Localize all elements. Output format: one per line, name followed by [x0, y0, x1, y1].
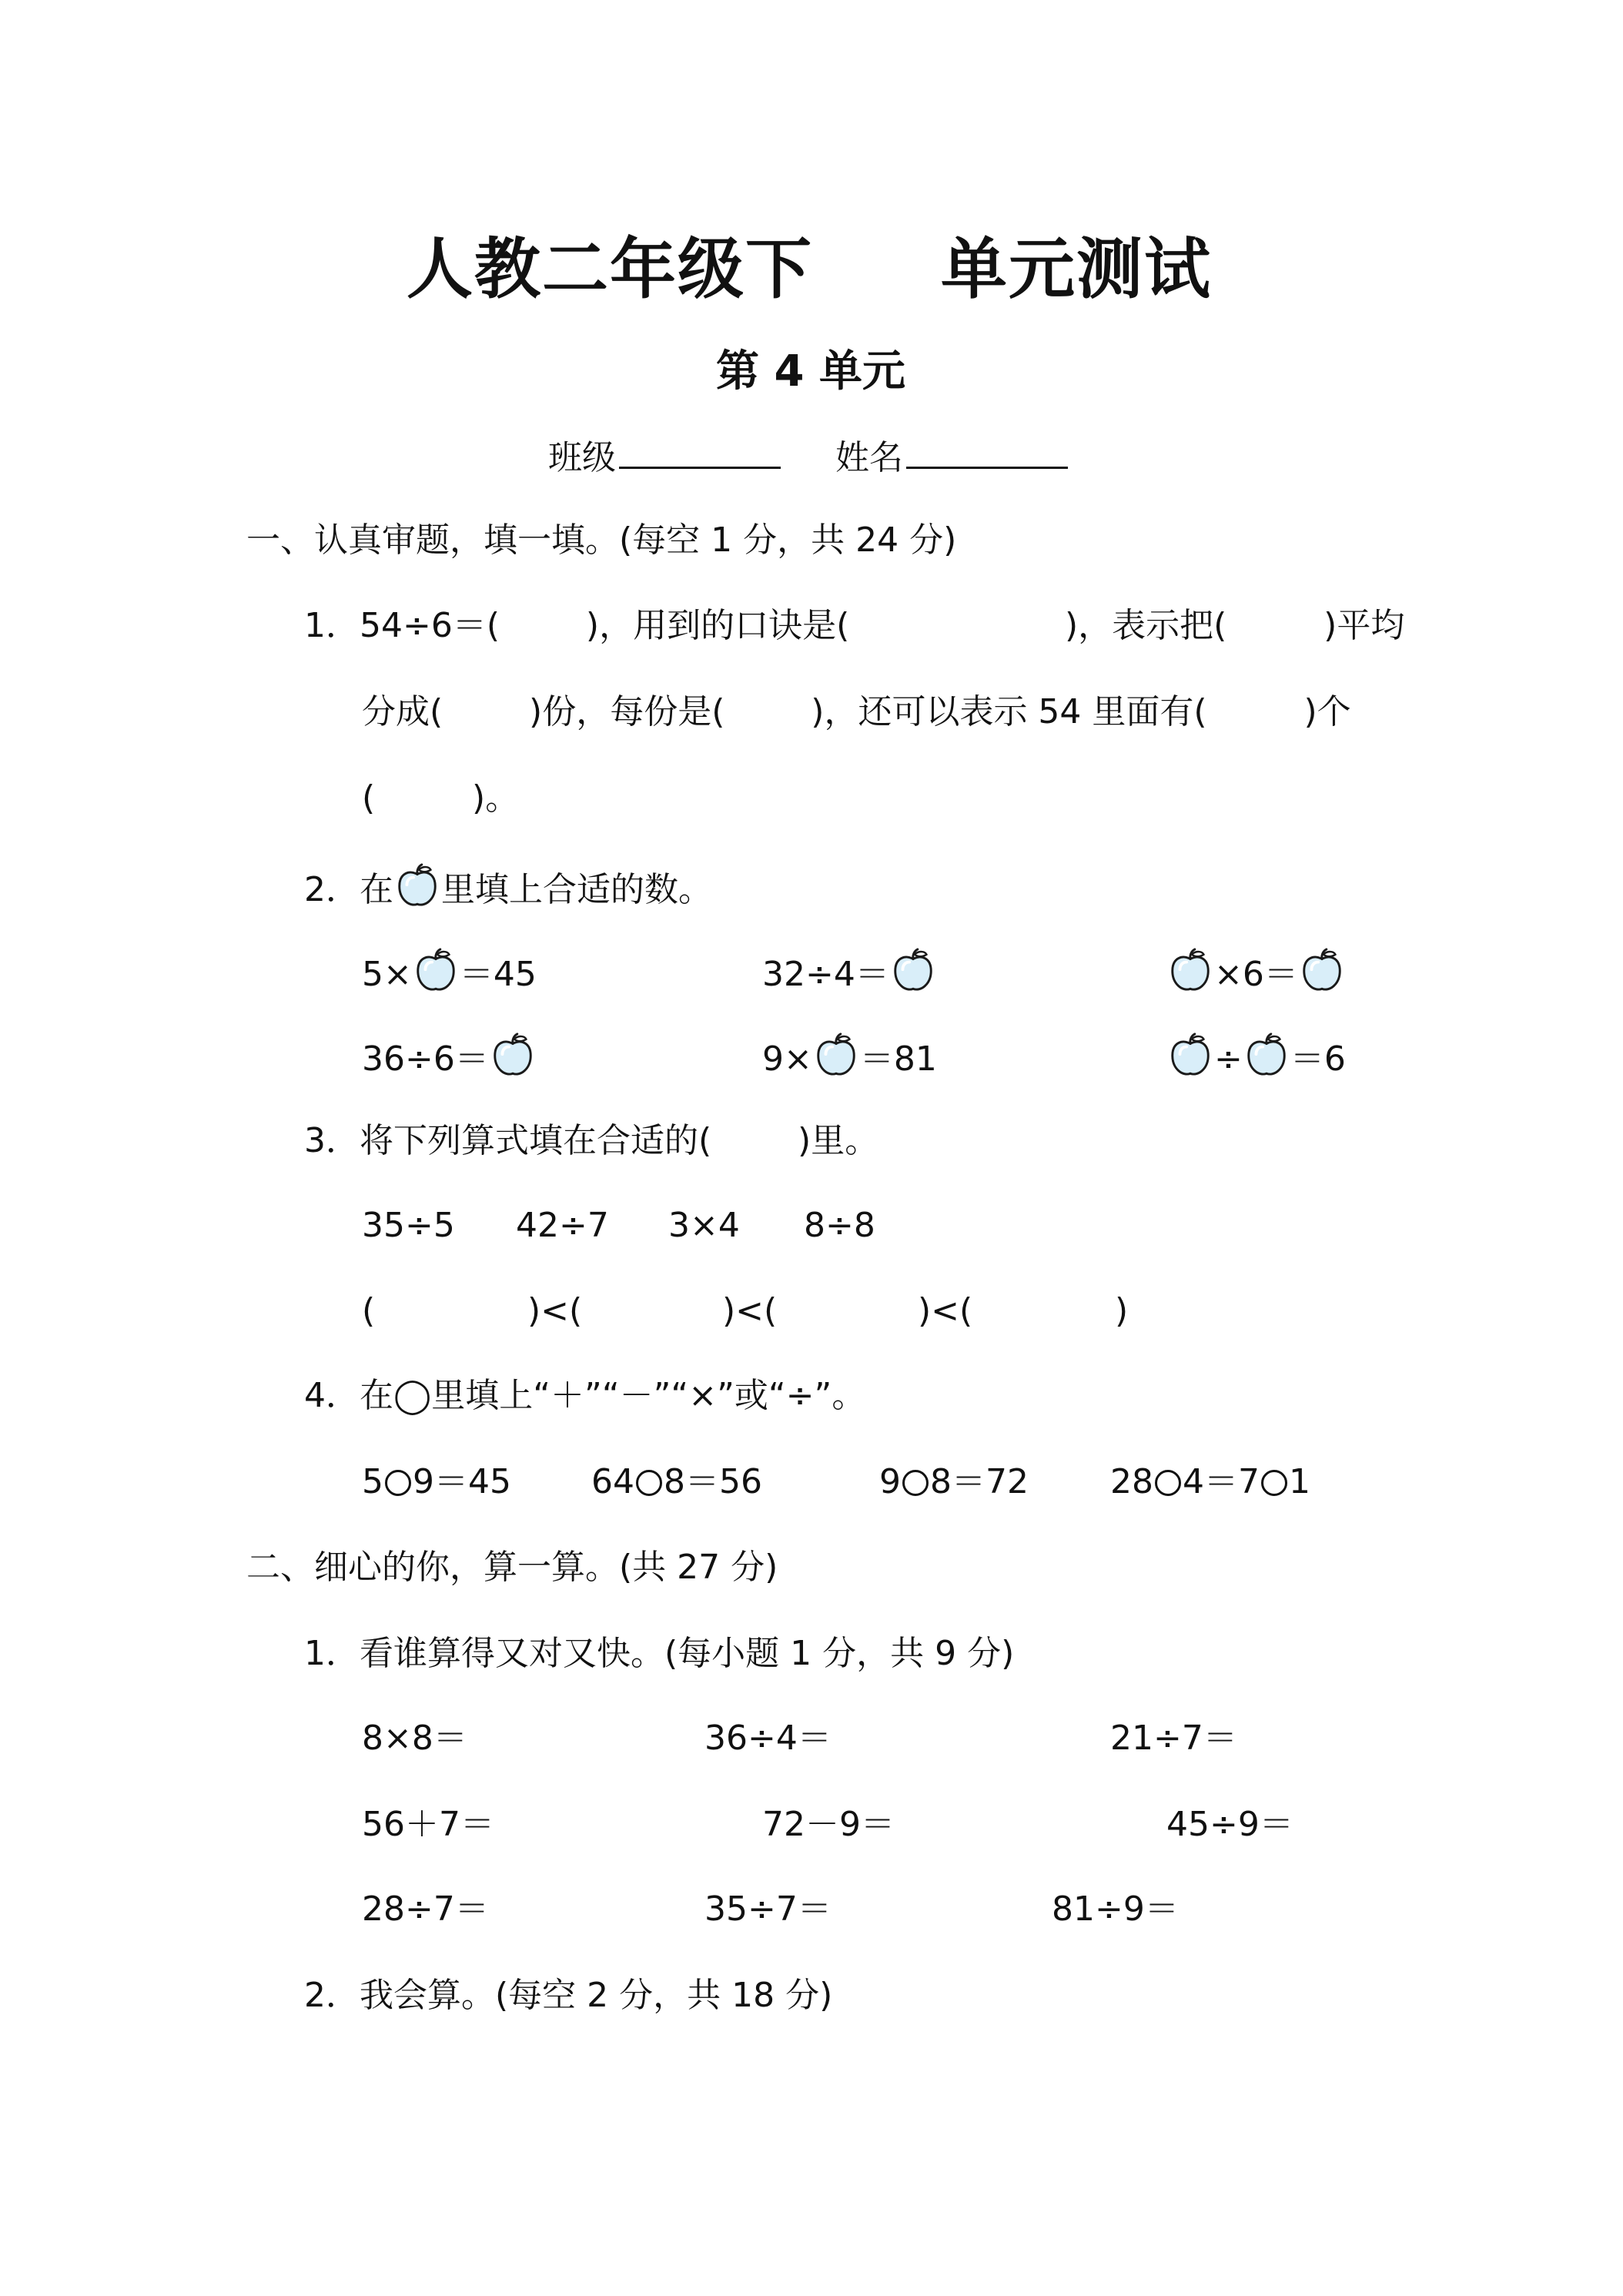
q4-text: 4．在◯里填上“＋”“－”“×”或“÷”。: [304, 1376, 866, 1415]
apple-icon[interactable]: [812, 1032, 860, 1079]
q2-row1-a: [362, 947, 537, 998]
section2-heading: 二、细心的你，算一算。(共 27 分): [246, 1548, 778, 1587]
q2-r2c-mid: ÷: [1214, 1039, 1243, 1079]
q4-e3-a: 9: [879, 1462, 901, 1501]
q3-item: 3×4: [668, 1206, 740, 1245]
calc-item: 56＋7＝: [362, 1805, 494, 1844]
apple-icon[interactable]: [889, 947, 937, 995]
s2-q2-text: 2．我会算。(每空 2 分，共 18 分): [304, 1976, 833, 2015]
q1-line3: ( )。: [362, 778, 520, 818]
q3-compare-part: (: [362, 1291, 376, 1330]
calc-item: 28÷7＝: [362, 1889, 489, 1929]
q3-compare-part: ): [1115, 1291, 1129, 1330]
calc-item: 81÷9＝: [1052, 1889, 1179, 1929]
q1-line2: 分成( )份，每份是( )，还可以表示 54 里面有( )个: [362, 692, 1351, 731]
q4-e4-a: 28: [1110, 1462, 1153, 1501]
q3-compare-part: )<(: [722, 1291, 778, 1330]
class-field: [548, 433, 781, 481]
q2-row2-a: [362, 1032, 537, 1083]
apple-icon: [393, 862, 441, 910]
calc-item: 36÷4＝: [704, 1719, 832, 1758]
q3-item: 8÷8: [804, 1206, 875, 1245]
q2-r1a-post: ＝45: [459, 955, 537, 994]
title-right: 单元测试: [941, 231, 1212, 308]
q4-expr-2: [591, 1459, 762, 1505]
title-left: 人教二年级下: [407, 231, 813, 308]
q4-expr-3: [879, 1459, 1029, 1505]
apple-icon[interactable]: [1166, 1032, 1214, 1079]
name-blank[interactable]: [906, 433, 1068, 469]
q2-r1c-mid: ×6＝: [1214, 955, 1298, 994]
q4-e4-b: 4＝7: [1183, 1462, 1260, 1501]
circle-icon[interactable]: [1155, 1470, 1181, 1496]
q2-row1-c: [1166, 947, 1346, 998]
class-blank[interactable]: [619, 433, 781, 469]
q4-expr-1: [362, 1459, 511, 1505]
circle-icon[interactable]: [385, 1470, 411, 1496]
s2-q1-text: 1．看谁算得又对又快。(每小题 1 分，共 9 分): [304, 1634, 1015, 1673]
q2-prefix: 2．在: [304, 870, 393, 909]
q2-row2-b: [762, 1032, 937, 1083]
circle-icon[interactable]: [902, 1470, 929, 1496]
calc-item: 8×8＝: [362, 1719, 467, 1758]
q2-r2c-post: ＝6: [1290, 1039, 1346, 1079]
apple-icon[interactable]: [1243, 1032, 1290, 1079]
q2-r2b-post: ＝81: [859, 1039, 937, 1079]
subtitle: 第 4 单元: [716, 346, 905, 397]
name-label: 姓名: [835, 438, 903, 477]
q2-row2-c: [1166, 1032, 1346, 1083]
q4-e3-b: 8＝72: [930, 1462, 1029, 1501]
circle-icon[interactable]: [1261, 1470, 1287, 1496]
apple-icon[interactable]: [1298, 947, 1346, 995]
name-field: [835, 433, 1068, 481]
q1-line1: 1．54÷6＝( )，用到的口诀是( )，表示把( )平均: [304, 606, 1405, 645]
apple-icon[interactable]: [489, 1032, 537, 1079]
q4-e2-b: 8＝56: [664, 1462, 762, 1501]
q4-e1-b: 9＝45: [413, 1462, 511, 1501]
q3-compare-part: )<(: [527, 1291, 583, 1330]
calc-item: 21÷7＝: [1110, 1719, 1237, 1758]
class-label: 班级: [548, 438, 616, 477]
section1-heading: 一、认真审题，填一填。(每空 1 分，共 24 分): [246, 520, 957, 560]
q2-suffix: 里填上合适的数。: [441, 870, 712, 909]
calc-item: 35÷7＝: [704, 1889, 832, 1929]
circle-icon[interactable]: [636, 1470, 662, 1496]
q2-r1b-pre: 32÷4＝: [762, 955, 889, 994]
q2-text: [304, 862, 712, 913]
calc-item: 72－9＝: [762, 1805, 895, 1844]
q3-compare-part: )<(: [918, 1291, 973, 1330]
apple-icon[interactable]: [412, 947, 460, 995]
q4-e2-a: 64: [591, 1462, 634, 1501]
q3-item: 42÷7: [516, 1206, 609, 1245]
q2-row1-b: [762, 947, 937, 998]
q4-expr-4: [1110, 1459, 1310, 1505]
q2-r2b-pre: 9×: [762, 1039, 812, 1079]
q4-e1-a: 5: [362, 1462, 383, 1501]
q4-e4-c: 1: [1289, 1462, 1310, 1501]
calc-item: 45÷9＝: [1166, 1805, 1293, 1844]
q2-r1a-pre: 5×: [362, 955, 412, 994]
q2-r2a-pre: 36÷6＝: [362, 1039, 489, 1079]
apple-icon[interactable]: [1166, 947, 1214, 995]
q3-text: 3．将下列算式填在合适的( )里。: [304, 1121, 879, 1160]
q3-item: 35÷5: [362, 1206, 455, 1245]
